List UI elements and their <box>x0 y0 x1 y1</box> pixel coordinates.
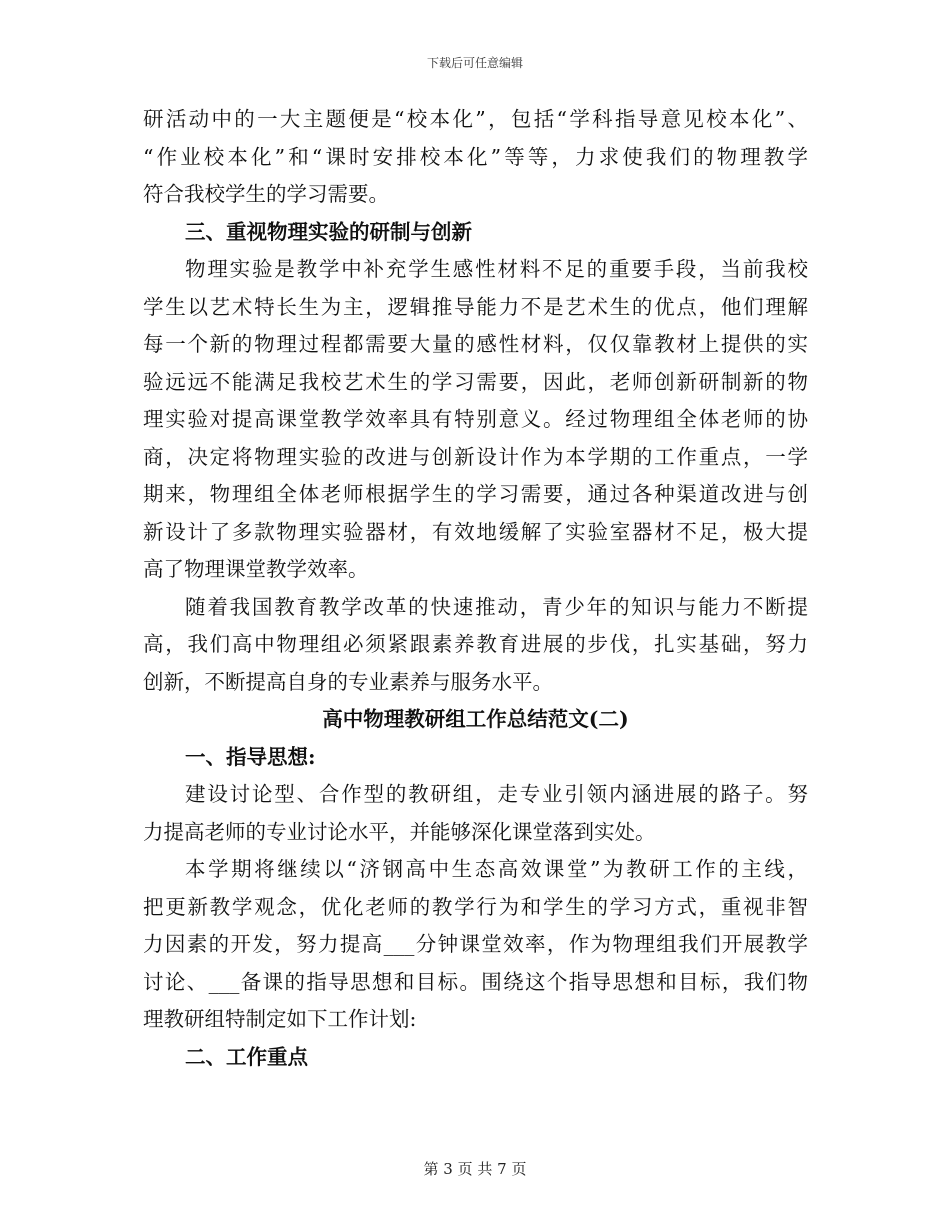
paragraph-line: 创新，不断提高自身的专业素养与服务水平。 <box>143 669 553 694</box>
paragraph-line: 每一个新的物理过程都需要大量的感性材料，仅仅靠教材上提供的实 <box>143 332 808 356</box>
paragraph-line: 力因素的开发，努力提高___分钟课堂效率，作为物理组我们开展教学 <box>143 932 808 956</box>
paragraph-line: 建设讨论型、合作型的教研组，走专业引领内涵进展的路子。努 <box>185 782 808 806</box>
paragraph-line: 验远远不能满足我校艺术生的学习需要，因此，老师创新研制新的物 <box>143 369 808 394</box>
paragraph-line: 新设计了多款物理实验器材，有效地缓解了实验室器材不足，极大提 <box>143 519 808 544</box>
paragraph-line: 期来，物理组全体老师根据学生的学习需要，通过各种渠道改进与创 <box>143 482 808 506</box>
section-heading-2: 二、工作重点 <box>185 1044 308 1069</box>
paragraph-line: “作业校本化”和“课时安排校本化”等等，力求使我们的物理教学 <box>143 144 808 169</box>
paragraph-line: 随着我国教育教学改革的快速推动，青少年的知识与能力不断提 <box>185 594 808 619</box>
paragraph-line: 符合我校学生的学习需要。 <box>143 182 389 206</box>
section-heading-3: 三、重视物理实验的研制与创新 <box>185 219 472 244</box>
paragraph-line: 高，我们高中物理组必须紧跟素养教育进展的步伐，扎实基础，努力 <box>143 632 808 656</box>
paragraph-line: 学生以艺术特长生为主，逻辑推导能力不是艺术生的优点，他们理解 <box>143 294 808 319</box>
paragraph-line: 理实验对提高课堂教学效率具有特别意义。经过物理组全体老师的协 <box>143 407 808 431</box>
page-number: 第 3 页 共 7 页 <box>423 1160 527 1178</box>
paragraph-line: 力提高老师的专业讨论水平，并能够深化课堂落到实处。 <box>143 819 656 844</box>
paragraph-line: 把更新教学观念，优化老师的教学行为和学生的学习方式，重视非智 <box>143 894 808 919</box>
paragraph-line: 讨论、___备课的指导思想和目标。围绕这个指导思想和目标，我们物 <box>143 969 808 994</box>
paragraph-line: 理教研组特制定如下工作计划: <box>143 1007 417 1031</box>
document-body <box>143 101 808 1076</box>
paragraph-line: 商，决定将物理实验的改进与创新设计作为本学期的工作重点，一学 <box>143 444 808 469</box>
paragraph-line: 本学期将继续以“济钢高中生态高效课堂”为教研工作的主线， <box>185 857 808 881</box>
paragraph-line: 物理实验是教学中补充学生感性材料不足的重要手段，当前我校 <box>185 257 808 281</box>
page-header-note: 下载后可任意编辑 <box>426 56 523 70</box>
document-title: 高中物理教研组工作总结范文(二) <box>322 707 629 731</box>
section-heading-1: 一、指导思想: <box>185 744 316 769</box>
paragraph-line: 研活动中的一大主题便是“校本化”，包括“学科指导意见校本化”、 <box>143 107 808 131</box>
paragraph-line: 高了物理课堂教学效率。 <box>143 557 369 581</box>
